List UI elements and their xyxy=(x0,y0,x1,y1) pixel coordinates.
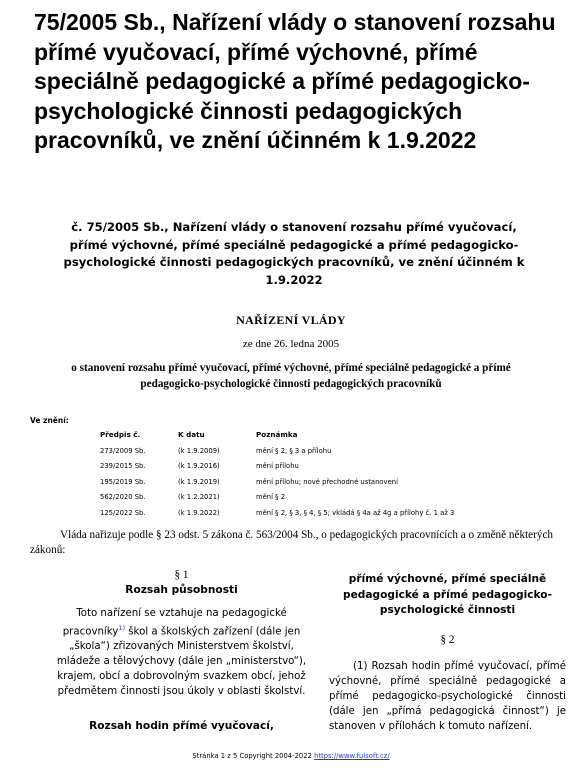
right-column xyxy=(329,568,566,734)
date-cell: (k 1.2.2021) xyxy=(178,493,220,502)
column-header-regulation: Předpis č. xyxy=(100,430,141,439)
column-header-note: Poznámka xyxy=(256,430,298,439)
section-2-title-start: Rozsah hodin přímé vyučovací, xyxy=(89,720,274,733)
note-cell: mění § 2 xyxy=(256,493,286,502)
document-kind: NAŘÍZENÍ VLÁDY xyxy=(236,313,346,327)
regulation-cell: 562/2020 Sb. xyxy=(100,493,146,502)
document-subject: o stanovení rozsahu přímé vyučovací, přímé výchovné, přímé speciálně pedagogické a přímé pedagogicko-psychologické činnosti pedagogických pracovníků xyxy=(71,362,511,390)
date-cell: (k 1.9.2016) xyxy=(178,462,220,471)
note-cell: mění § 2, § 3 a přílohu xyxy=(256,446,332,455)
footer-link[interactable]: https://www.fulsoft.cz/ xyxy=(314,752,390,760)
footnote-link[interactable]: 1) xyxy=(118,624,126,632)
regulation-cell: 125/2022 Sb. xyxy=(100,508,146,517)
date-cell: (k 1.9.2009) xyxy=(178,446,220,455)
table-row xyxy=(100,443,516,459)
document-heading: č. 75/2005 Sb., Nařízení vlády o stanovení rozsahu přímé vyučovací, přímé výchovné, přímé speciálně pedagogické a přímé pedagogicko-psychologické činnosti pedagogických pracovníků, ve znění účinném k 1.9.2022 xyxy=(63,220,525,287)
regulation-cell: 195/2019 Sb. xyxy=(100,477,146,486)
amendments-table xyxy=(100,428,516,521)
amendments-header-row xyxy=(100,428,516,443)
page-footer xyxy=(0,752,582,760)
note-cell: mění přílohu; nové přechodné ustanovení xyxy=(256,477,398,486)
intro-paragraph: Vláda nařizuje podle § 23 odst. 5 zákona č. 563/2004 Sb., o pedagogických pracovnících a o změně některých zákonů: xyxy=(30,529,554,556)
section-1-text-cont: škol a školských zařízení (dále jen „škola“) zřizovaných Ministerstvem školství, mládeže a tělovýchovy (dále jen „ministerstvo“), krajem, obcí a dobrovolným svazkem obcí, jehož předmětem činnosti jsou úkoly v oblasti školství. xyxy=(56,626,307,698)
footer-text: Stránka 1 z 5 Copyright 2004-2022 xyxy=(192,752,312,760)
note-cell: mění § 2, § 3, § 4, § 5; vkládá § 4a až 4g a přílohy č. 1 až 3 xyxy=(256,508,455,517)
column-header-date: K datu xyxy=(178,430,205,439)
amendments-label: Ve znění: xyxy=(30,416,69,425)
date-cell: (k 1.9.2022) xyxy=(178,508,220,517)
table-row xyxy=(100,459,516,475)
section-1-title: Rozsah působnosti xyxy=(125,584,238,596)
table-row xyxy=(100,474,516,490)
regulation-cell: 273/2009 Sb. xyxy=(100,446,146,455)
page-title: 75/2005 Sb., Nařízení vlády o stanovení rozsahu přímé vyučovací, přímé výchovné, přímé speciálně pedagogické a přímé pedagogicko-psychologické činnosti pedagogických pracovníků, ve znění účinném k 1.9.2022 xyxy=(34,9,556,153)
section-1-paragraph xyxy=(55,606,308,699)
date-line: ze dne 26. ledna 2005 xyxy=(242,338,340,350)
table-row xyxy=(100,490,516,506)
section-1-number: § 1 xyxy=(174,569,189,581)
section-2-paragraph-1: (1) Rozsah hodin přímé vyučovací, přímé výchovné, přímé speciálně pedagogické a přímé pedagogicko-psychologické činnosti (dále jen „přímá pedagogická činnost“) je stanoven v přílohách k tomuto nařízení. xyxy=(329,660,566,732)
left-column xyxy=(55,568,308,734)
table-row xyxy=(100,505,516,521)
section-2-title-cont: přímé výchovné, přímé speciálně pedagogické a přímé pedagogicko-psychologické činnosti xyxy=(343,573,552,616)
section-1-text: Toto nařízení se vztahuje na pedagogické pracovníky xyxy=(62,608,287,638)
date-cell: (k 1.9.2019) xyxy=(178,477,220,486)
section-2-number: § 2 xyxy=(440,633,455,646)
note-cell: mění přílohu xyxy=(256,462,299,471)
regulation-cell: 239/2015 Sb. xyxy=(100,462,146,471)
